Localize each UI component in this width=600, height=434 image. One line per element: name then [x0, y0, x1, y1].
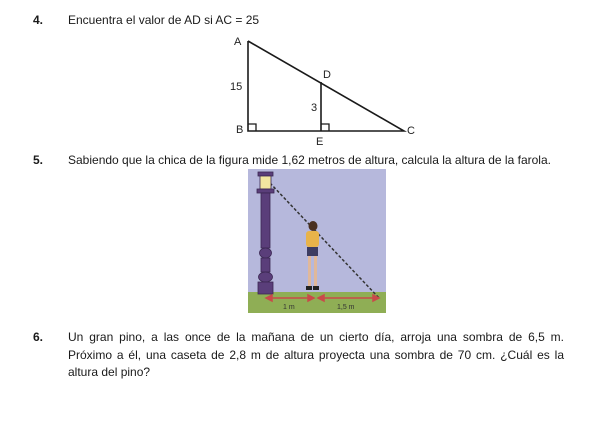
problem-5-text: Sabiendo que la chica de la figura mide 1,62 metros de altura, calcula la altura de la farola. — [68, 153, 551, 167]
distance-label-1m: 1 m — [283, 304, 295, 311]
vertex-label-b: B — [236, 124, 244, 136]
vertex-label-c: C — [407, 125, 415, 137]
vertex-label-d: D — [323, 69, 331, 81]
problem-6-text: Un gran pino, a las once de la mañana de un cierto día, arroja una sombra de 6,5 m. Próximo a él, una caseta de 2,8 m de altura proyecta una sombra de 70 cm. ¿Cuál es la altura del pino? — [68, 330, 564, 379]
illustration-ground — [248, 292, 386, 313]
side-label-ab: 15 — [230, 81, 243, 93]
side-label-de: 3 — [311, 102, 318, 114]
vertex-label-e: E — [316, 136, 324, 148]
problem-4-number: 4. — [33, 13, 44, 27]
problem-5-number: 5. — [33, 153, 44, 167]
problem-6-number: 6. — [33, 330, 44, 344]
problem-4-text: Encuentra el valor de AD si AC = 25 — [68, 13, 260, 27]
distance-label-1-5m: 1,5 m — [337, 304, 355, 311]
vertex-label-a: A — [234, 36, 242, 48]
